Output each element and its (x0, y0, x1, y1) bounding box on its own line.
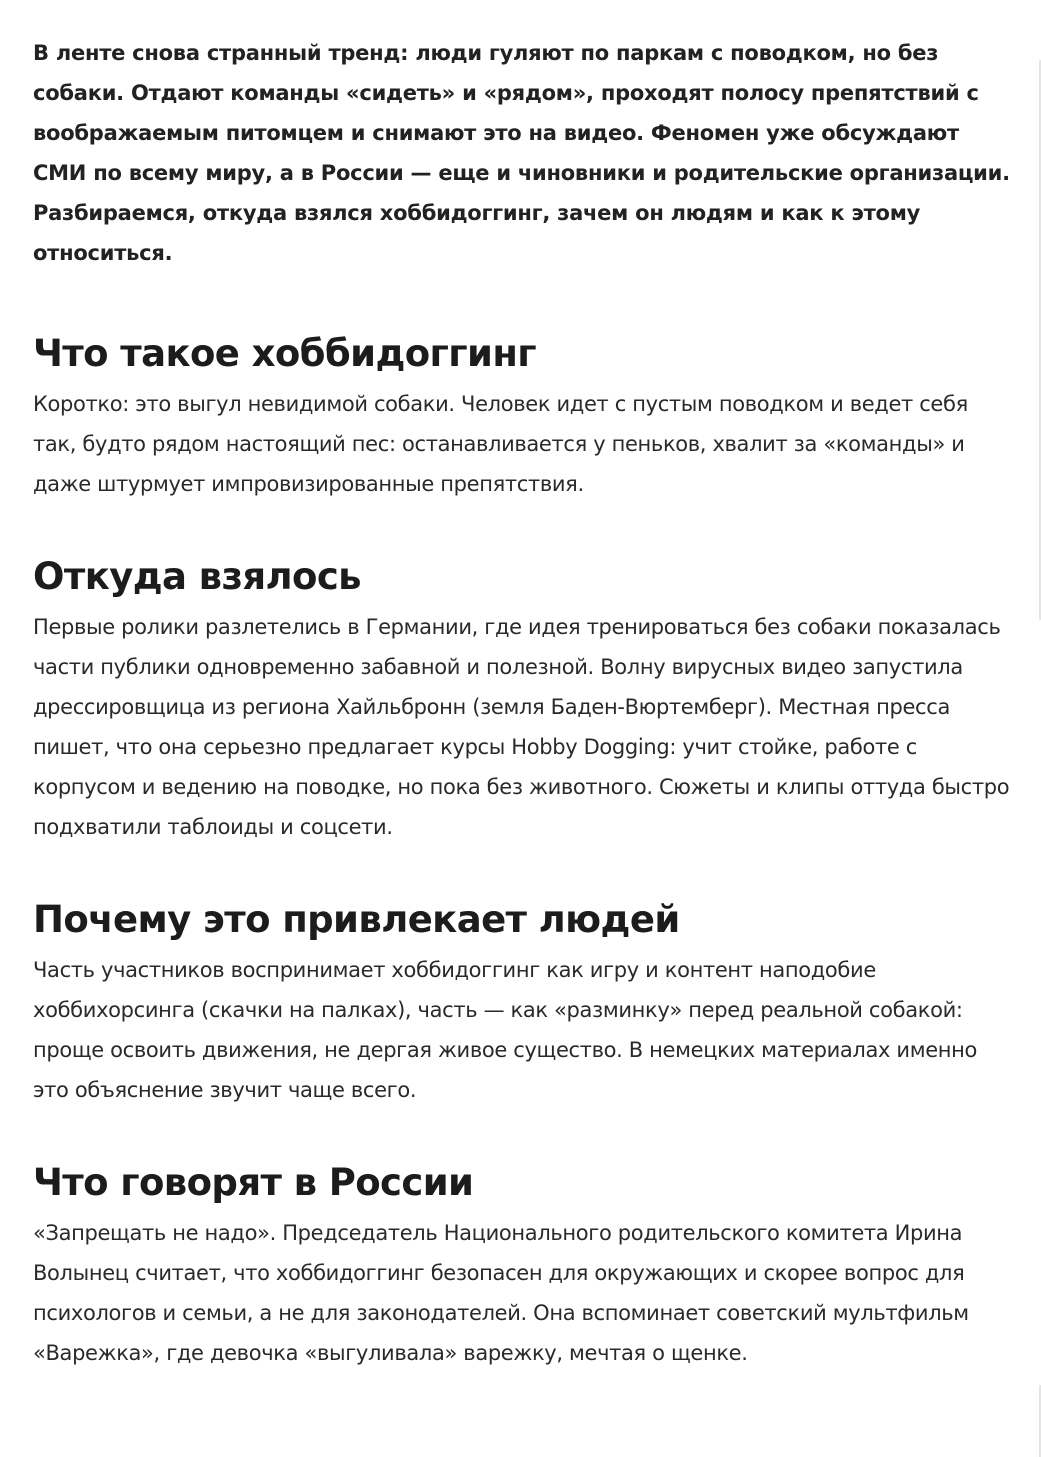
section-title-what-is: Что такое хоббидоггинг (33, 332, 537, 375)
section-what-is-hobbydogging (33, 330, 1013, 504)
article-body (33, 33, 1013, 1373)
section-text-origin: Первые ролики разлетелись в Германии, где идея тренироваться без собаки показалась части публики одновременно забавной и полезной. Волну вирусных видео запустила дрессировщица из региона Хайльбронн (земля Баден-Вюртемберг). Местная пресса пишет, что она серьезно предлагает курсы Hobby Dogging: учит стойке, работе с корпусом и ведению на поводке, но пока без животного. Сюжеты и клипы оттуда быстро подхватили таблоиды и соцсети. (33, 615, 1010, 839)
section-title-why: Почему это привлекает людей (33, 898, 680, 941)
article-lead: В ленте снова странный тренд: люди гуляют по паркам с поводком, но без собаки. Отдают команды «сидеть» и «рядом», проходят полосу препятствий с воображаемым питомцем и снимают это на видео. Феномен уже обсуждают СМИ по всему миру, а в России — еще и чиновники и родительские организации. Разбираемся, откуда взялся хоббидоггинг, зачем он людям и как к этому относиться. (33, 41, 1010, 265)
section-origin (33, 553, 1013, 847)
section-russia-opinion (33, 1159, 1013, 1373)
section-why-people-like-it (33, 896, 1013, 1110)
section-title-russia: Что говорят в России (33, 1161, 474, 1204)
section-text-why: Часть участников воспринимает хоббидоггинг как игру и контент наподобие хоббихорсинга (скачки на палках), часть — как «разминку» перед реальной собакой: проще освоить движения, не дергая живое существо. В немецких материалах именно это объяснение звучит чаще всего. (33, 958, 978, 1102)
section-text-what-is: Коротко: это выгул невидимой собаки. Человек идет с пустым поводком и ведет себя так, будто рядом настоящий пес: останавливается у пеньков, хвалит за «команды» и даже штурмует импровизированные препятствия. (33, 392, 968, 496)
section-title-origin: Откуда взялось (33, 555, 361, 598)
section-text-russia: «Запрещать не надо». Председатель Национального родительского комитета Ирина Волынец считает, что хоббидоггинг безопасен для окружающих и скорее вопрос для психологов и семьи, а не для законодателей. Она вспоминает советский мультфильм «Варежка», где девочка «выгуливала» варежку, мечтая о щенке. (33, 1221, 969, 1365)
